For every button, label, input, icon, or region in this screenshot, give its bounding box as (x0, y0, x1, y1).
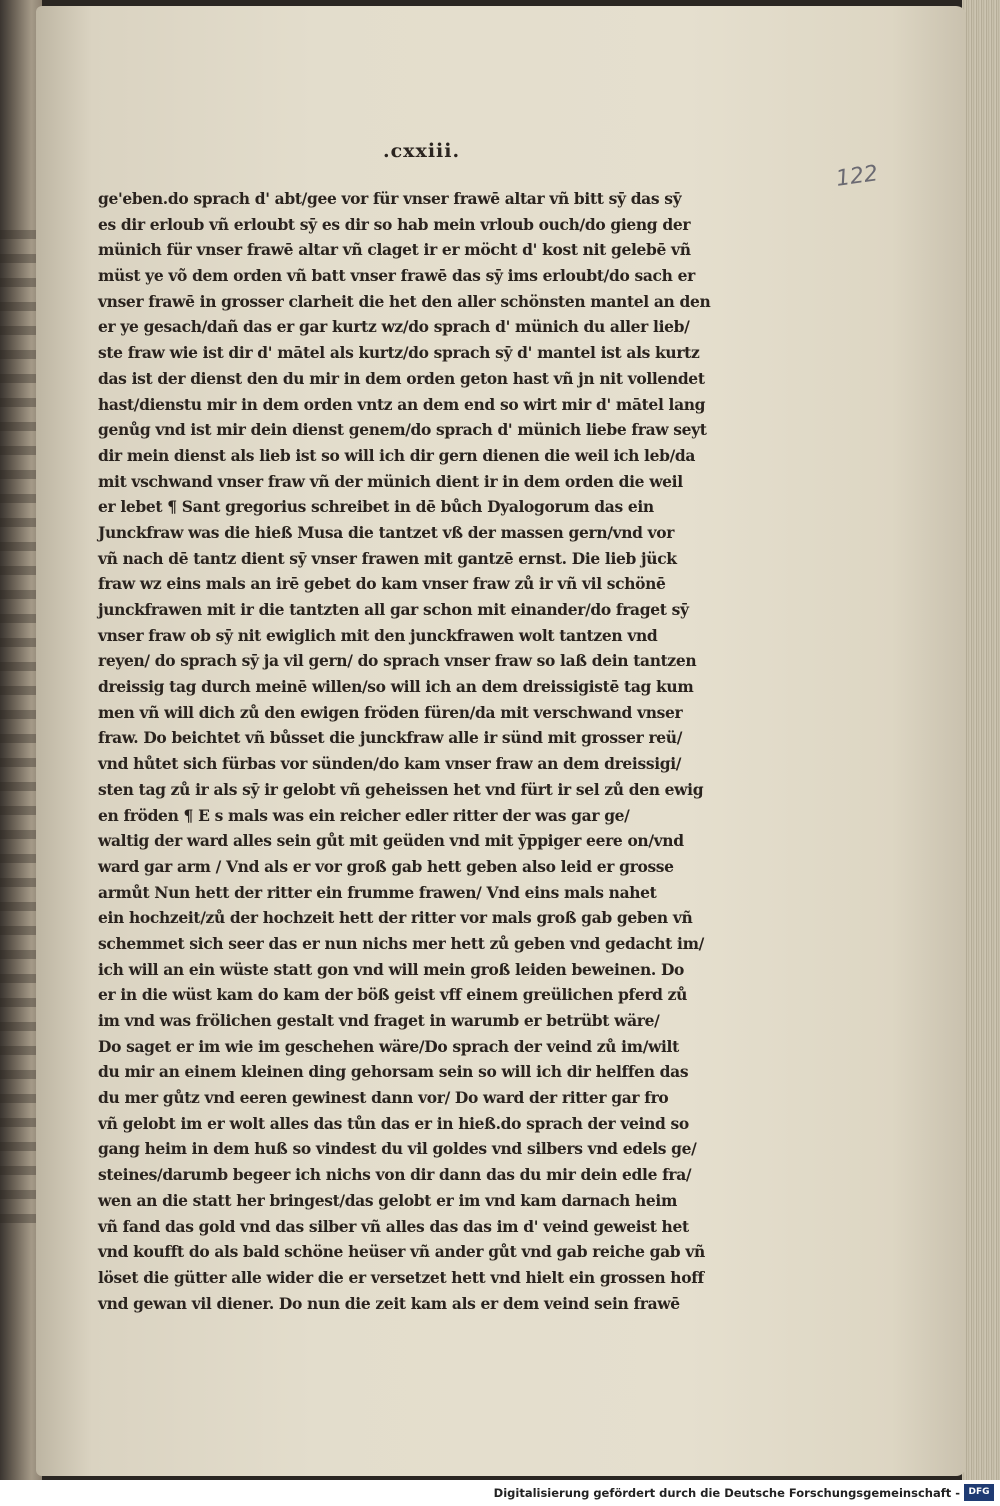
text-line: en fröden ¶ E s mals was ein reicher edler ritter der was gar ge/ (98, 805, 630, 825)
text-line: Junckfraw was die hieß Musa die tantzet vß der massen gern/vnd vor (98, 522, 675, 542)
text-line: dir mein dienst als lieb ist so will ich dir gern dienen die weil ich leb/da (98, 445, 696, 465)
text-line: fraw. Do beichtet vñ bůsset die junckfraw alle ir sünd mit grosser reü/ (98, 728, 683, 748)
handwritten-page-number: 122 (834, 161, 880, 192)
text-line: men vñ will dich zů den ewigen fröden füren/da mit verschwand vnser (98, 702, 683, 722)
text-line: vñ nach dē tantz dient sȳ vnser frawen mit gantzē ernst. Die lieb jück (98, 548, 677, 568)
footer-bar (0, 1480, 1000, 1506)
text-line: im vnd was frölichen gestalt vnd fraget in warumb er betrübt wäre/ (98, 1011, 660, 1030)
text-line: ward gar arm / Vnd als er vor groß gab hett geben also leid er grosse (98, 856, 674, 876)
text-line: schemmet sich seer das er nun nichs mer hett zů geben vnd gedacht im/ (98, 933, 704, 953)
text-line: ste fraw wie ist dir d' mātel als kurtz/do sprach sȳ d' mantel ist als kurtz (98, 343, 700, 363)
text-line: das ist der dienst den du mir in dem orden geton hast vñ jn nit vollendet (98, 368, 705, 388)
text-line: ich will an ein wüste statt gon vnd will mein groß leiden beweinen. Do (98, 959, 685, 979)
text-line: gang heim in dem huß so vindest du vil goldes vnd silbers vnd edels ge/ (98, 1139, 697, 1159)
left-page-text-fragment (0, 230, 40, 1230)
text-line: ge'eben.do sprach d' abt/gee vor für vnser frawē altar vñ bitt sȳ das sȳ (98, 189, 682, 208)
text-line: wen an die statt her bringest/das gelobt er im vnd kam darnach heim (98, 1190, 677, 1210)
text-line: müst ye võ dem orden vñ batt vnser frawē das sȳ ims erloubt/do sach er (98, 266, 695, 286)
dfg-logo: DFG (964, 1484, 994, 1501)
text-line: hast/dienstu mir in dem orden vntz an dem end so wirt mir d' mātel lang (98, 394, 706, 414)
text-line: vnd gewan vil diener. Do nun die zeit kam als er dem veind sein frawē (98, 1293, 680, 1313)
text-line: Do saget er im wie im geschehen wäre/Do sprach der veind zů im/wilt (98, 1036, 679, 1056)
text-line: fraw wz eins mals an irē gebet do kam vnser fraw zů ir vñ vil schönē (98, 574, 666, 594)
folio-number: .cxxiii. (383, 140, 461, 162)
text-line: er ye gesach/dañ das er gar kurtz wz/do sprach d' münich du aller lieb/ (98, 317, 690, 337)
body-text (98, 186, 788, 1316)
text-line: vnd koufft do als bald schöne heüser vñ ander gůt vnd gab reiche gab vñ (98, 1242, 705, 1262)
text-line: vñ fand das gold vnd das silber vñ alles das das im d' veind geweist het (98, 1216, 689, 1236)
text-line: dreissig tag durch meinē willen/so will ich an dem dreissigistē tag kum (98, 677, 694, 697)
text-line: junckfrawen mit ir die tantzten all gar schon mit einander/do fraget sȳ (98, 600, 689, 619)
text-line: vñ gelobt im er wolt alles das tůn das er in hieß.do sprach der veind so (98, 1113, 689, 1133)
page-stack-edges (962, 0, 1000, 1480)
text-line: es dir erloub vñ erloubt sȳ es dir so hab mein vrloub ouch/do gieng der (98, 214, 691, 234)
text-line: reyen/ do sprach sȳ ja vil gern/ do sprach vnser fraw so laß dein tantzen (98, 651, 697, 671)
text-line: vnser fraw ob sȳ nit ewiglich mit den junckfrawen wolt tantzen vnd (98, 625, 658, 645)
text-line: sten tag zů ir als sȳ ir gelobt vñ geheissen het vnd fürt ir sel zů den ewig (98, 779, 704, 799)
text-line: vnser frawē in grosser clarheit die het den aller schönsten mantel an den (98, 291, 711, 311)
text-line: er lebet ¶ Sant gregorius schreibet in dē bůch Dyalogorum das ein (98, 497, 654, 517)
text-line: mit vschwand vnser fraw vñ der münich dient ir in dem orden die weil (98, 471, 683, 491)
text-line: du mer gůtz vnd eeren gewinest dann vor/ Do ward der ritter gar fro (98, 1088, 669, 1108)
text-line: vnd hůtet sich fürbas vor sünden/do kam vnser fraw an dem dreissigi/ (98, 754, 682, 774)
text-line: steines/darumb begeer ich nichs von dir dann das du mir dein edle fra/ (98, 1165, 692, 1185)
text-line: ein hochzeit/zů der hochzeit hett der ritter vor mals groß gab geben vñ (98, 908, 693, 928)
text-line: genůg vnd ist mir dein dienst genem/do sprach d' münich liebe fraw seyt (98, 420, 707, 440)
text-line: waltig der ward alles sein gůt mit geüden vnd mit ȳppiger eere on/vnd (98, 831, 684, 851)
text-line: er in die wüst kam do kam der böß geist vff einem greülichen pferd zů (98, 985, 688, 1005)
text-line: armůt Nun hett der ritter ein frumme frawen/ Vnd eins mals nahet (98, 882, 657, 902)
text-line: du mir an einem kleinen ding gehorsam sein so will ich dir helffen das (98, 1062, 689, 1082)
funding-notice: Digitalisierung gefördert durch die Deutsche Forschungsgemeinschaft - (493, 1486, 960, 1500)
text-line: löset die gütter alle wider die er versetzet hett vnd hielt ein grossen hoff (98, 1267, 704, 1287)
text-line: münich für vnser frawē altar vñ claget ir er möcht d' kost nit gelebē vñ (98, 240, 691, 260)
